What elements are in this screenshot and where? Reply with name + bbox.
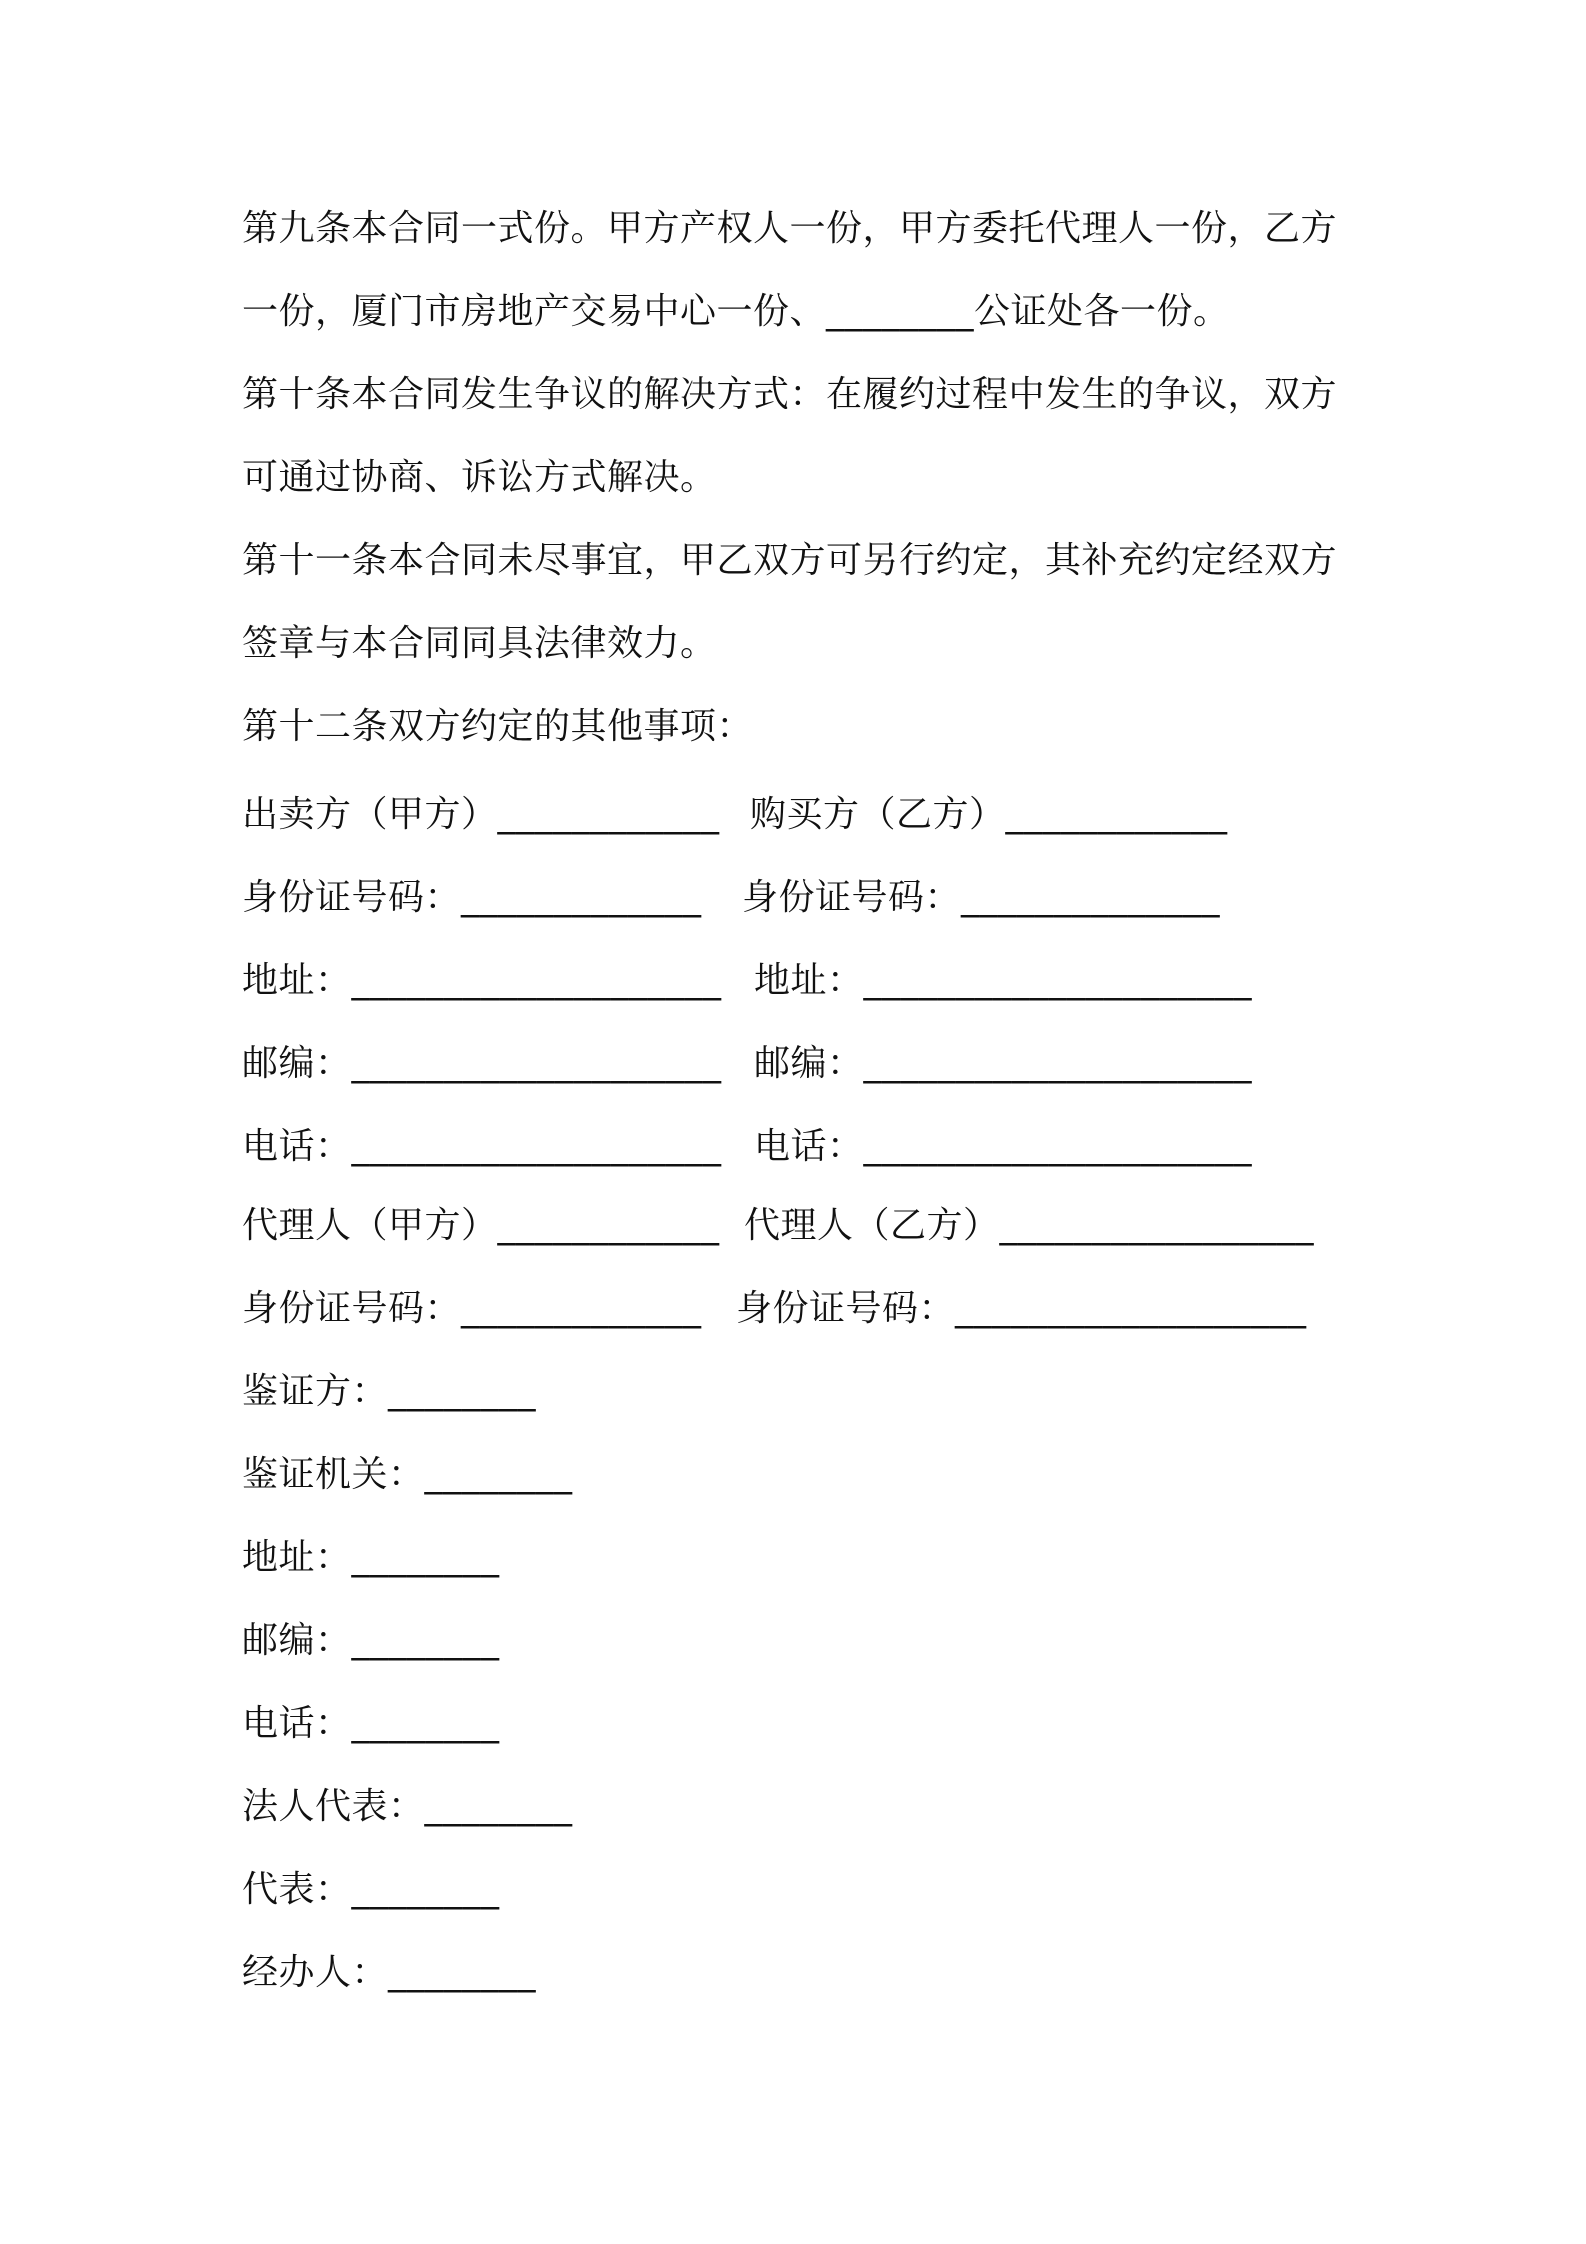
seller-postcode-field: 邮编：____________________	[242, 1043, 722, 1084]
agent-a-field: 代理人（甲方）____________	[242, 1205, 720, 1246]
article-12-heading: 第十二条双方约定的其他事项：	[242, 706, 754, 747]
seller-row	[242, 793, 1228, 837]
id-row	[242, 876, 1221, 920]
notary-rep-field: 代表：________	[242, 1869, 500, 1910]
buyer-field: 购买方（乙方）____________	[750, 794, 1228, 835]
article-10-line-1: 第十条本合同发生争议的解决方式：在履约过程中发生的争议，双方	[242, 374, 1338, 415]
article-9-line-1: 第九条本合同一式份。甲方产权人一份，甲方委托代理人一份，乙方	[242, 208, 1338, 249]
notary-legal-rep-field: 法人代表：________	[242, 1786, 573, 1827]
address-row	[242, 959, 1253, 1003]
agent-row	[242, 1204, 1315, 1248]
notary-authority-field: 鉴证机关：________	[242, 1454, 573, 1495]
agent-a-id-field: 身份证号码：_____________	[242, 1288, 702, 1329]
seller-id-field: 身份证号码：_____________	[242, 877, 702, 918]
agent-b-field: 代理人（乙方）_________________	[744, 1205, 1315, 1246]
seller-field: 出卖方（甲方）____________	[242, 794, 720, 835]
buyer-postcode-field: 邮编：_____________________	[754, 1043, 1253, 1084]
notary-party-field: 鉴证方：________	[242, 1371, 537, 1412]
buyer-id-field: 身份证号码：______________	[742, 877, 1221, 918]
article-10-line-2: 可通过协商、诉讼方式解决。	[242, 457, 717, 498]
article-9-line-2: 一份，厦门市房地产交易中心一份、________公证处各一份。	[242, 291, 1230, 332]
notary-handler-field: 经办人：________	[242, 1952, 537, 1993]
agent-id-row	[242, 1287, 1307, 1331]
article-11-line-2: 签章与本合同同具法律效力。	[242, 623, 717, 664]
phone-row	[242, 1125, 1253, 1169]
notary-postcode-field: 邮编：________	[242, 1620, 500, 1661]
agent-b-id-field: 身份证号码：___________________	[736, 1288, 1307, 1329]
buyer-address-field: 地址：_____________________	[754, 960, 1253, 1001]
notary-address-field: 地址：________	[242, 1537, 500, 1578]
notary-phone-field: 电话：________	[242, 1703, 500, 1744]
article-11-line-1: 第十一条本合同未尽事宜，甲乙双方可另行约定，其补充约定经双方	[242, 540, 1338, 581]
postcode-row	[242, 1042, 1253, 1086]
seller-address-field: 地址：____________________	[242, 960, 722, 1001]
buyer-phone-field: 电话：_____________________	[754, 1126, 1253, 1167]
seller-phone-field: 电话：____________________	[242, 1126, 722, 1167]
